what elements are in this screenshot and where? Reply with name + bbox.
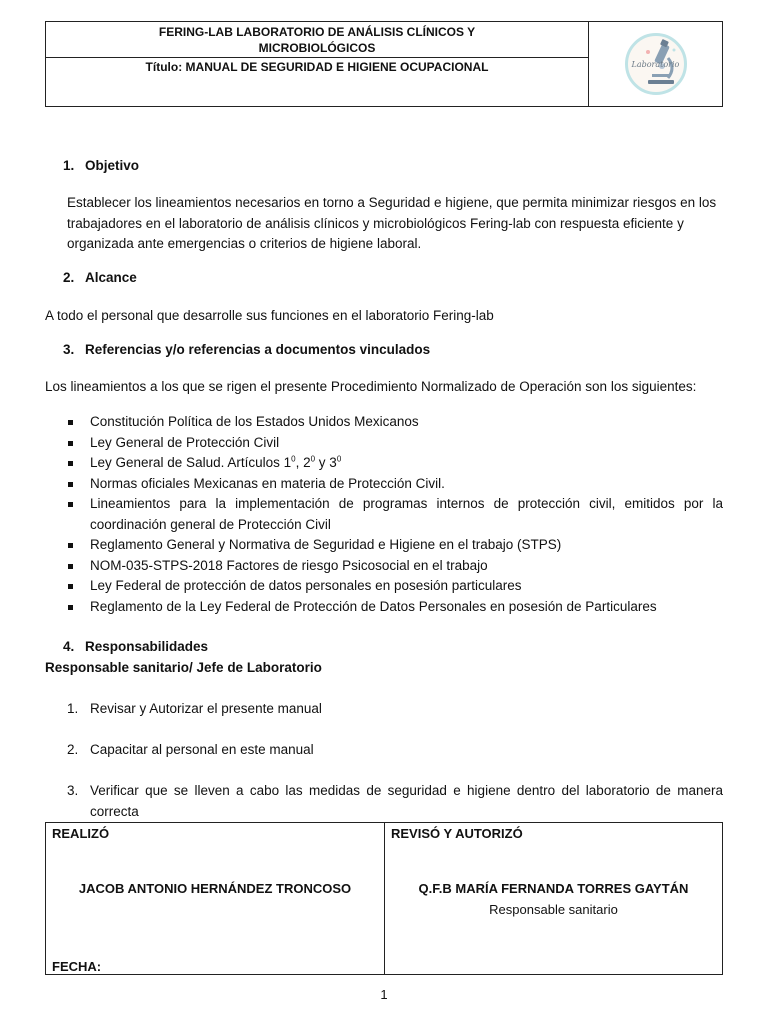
list-item-text: Revisar y Autorizar el presente manual	[90, 701, 322, 716]
document-header	[45, 21, 723, 107]
company-name	[46, 22, 588, 58]
list-item-text: Verificar que se lleven a cabo las medidas de seguridad e higiene dentro del laboratorio de manera correcta	[90, 783, 723, 819]
list-item: Reglamento de la Ley Federal de Protección de Datos Personales en posesión de Particulares	[67, 597, 723, 618]
signature-cell-reviso	[385, 823, 722, 974]
section-responsabilidades-heading	[63, 639, 208, 654]
list-item-number: 2.	[67, 742, 79, 757]
list-item	[67, 781, 723, 822]
list-item: Normas oficiales Mexicanas en materia de Protección Civil.	[67, 474, 723, 495]
section-number: 3.	[63, 342, 75, 357]
section-title: Referencias y/o referencias a documentos vinculados	[85, 342, 431, 357]
section-title: Responsabilidades	[85, 639, 209, 654]
signature-table	[45, 822, 723, 975]
header-logo-cell	[589, 22, 722, 106]
realizo-name: JACOB ANTONIO HERNÁNDEZ TRONCOSO	[78, 881, 352, 896]
section-objetivo-heading	[63, 158, 139, 173]
superscript: 0	[336, 454, 342, 464]
list-item: Reglamento General y Normativa de Seguridad e Higiene en el trabajo (STPS)	[67, 535, 723, 556]
list-item	[67, 453, 723, 474]
superscript: 0	[310, 454, 316, 464]
header-text-column	[46, 22, 589, 106]
list-item	[67, 699, 723, 720]
responsabilidades-subtitle: Responsable sanitario/ Jefe de Laboratorio	[45, 660, 322, 675]
company-name-line2: MICROBIOLÓGICOS	[258, 41, 376, 55]
section-objetivo-text: Establecer los lineamientos necesarios en torno a Seguridad e higiene, que permita minimizar riesgos en los trabajadores en el laboratorio de análisis clínicos y microbiológicos Fering-lab con respuesta eficiente y organizada ante emergencias o criterios de higiene laboral.	[67, 195, 717, 251]
reviso-label: REVISÓ Y AUTORIZÓ	[391, 826, 523, 841]
list-item: Lineamientos para la implementación de programas internos de protección civil, emitidos por la coordinación general de Protección Civil	[67, 494, 723, 535]
fecha-label: FECHA:	[52, 959, 102, 974]
list-item: Constitución Política de los Estados Unidos Mexicanos	[67, 412, 723, 433]
list-item-text: y 3	[315, 455, 337, 470]
section-number: 2.	[63, 270, 75, 285]
superscript: 0	[291, 454, 296, 464]
list-item: Ley Federal de protección de datos personales en posesión particulares	[67, 576, 723, 597]
realizo-label: REALIZÓ	[52, 826, 110, 841]
reviso-role: Responsable sanitario	[489, 902, 618, 917]
section-alcance-heading	[63, 270, 137, 285]
section-alcance-text: A todo el personal que desarrolle sus funciones en el laboratorio Fering-lab	[45, 308, 494, 323]
logo-text: Laboratorio	[631, 60, 680, 69]
list-item-number: 1.	[67, 701, 79, 716]
references-list	[67, 412, 723, 617]
document-title: Título: MANUAL DE SEGURIDAD E HIGIENE OCUPACIONAL	[145, 60, 489, 74]
list-item	[67, 740, 723, 761]
company-name-line1: FERING-LAB LABORATORIO DE ANÁLISIS CLÍNICOS Y	[158, 25, 476, 39]
section-number: 4.	[63, 639, 75, 654]
list-item-text: , 2	[295, 455, 311, 470]
list-item-text: Ley General de Salud. Artículos 1	[90, 455, 292, 470]
section-referencias-heading	[63, 342, 430, 357]
page-number: 1	[380, 987, 388, 1002]
laboratory-logo	[625, 33, 687, 95]
section-title: Objetivo	[85, 158, 140, 173]
section-number: 1.	[63, 158, 75, 173]
reviso-name: Q.F.B MARÍA FERNANDA TORRES GAYTÁN	[418, 881, 689, 896]
section-referencias-intro: Los lineamientos a los que se rigen el presente Procedimiento Normalizado de Operación son los siguientes:	[45, 379, 697, 394]
list-item: Ley General de Protección Civil	[67, 433, 723, 454]
list-item-number: 3.	[67, 783, 79, 798]
list-item-text: Capacitar al personal en este manual	[90, 742, 314, 757]
section-title: Alcance	[85, 270, 137, 285]
list-item: NOM-035-STPS-2018 Factores de riesgo Psicosocial en el trabajo	[67, 556, 723, 577]
signature-cell-realizo	[46, 823, 385, 974]
